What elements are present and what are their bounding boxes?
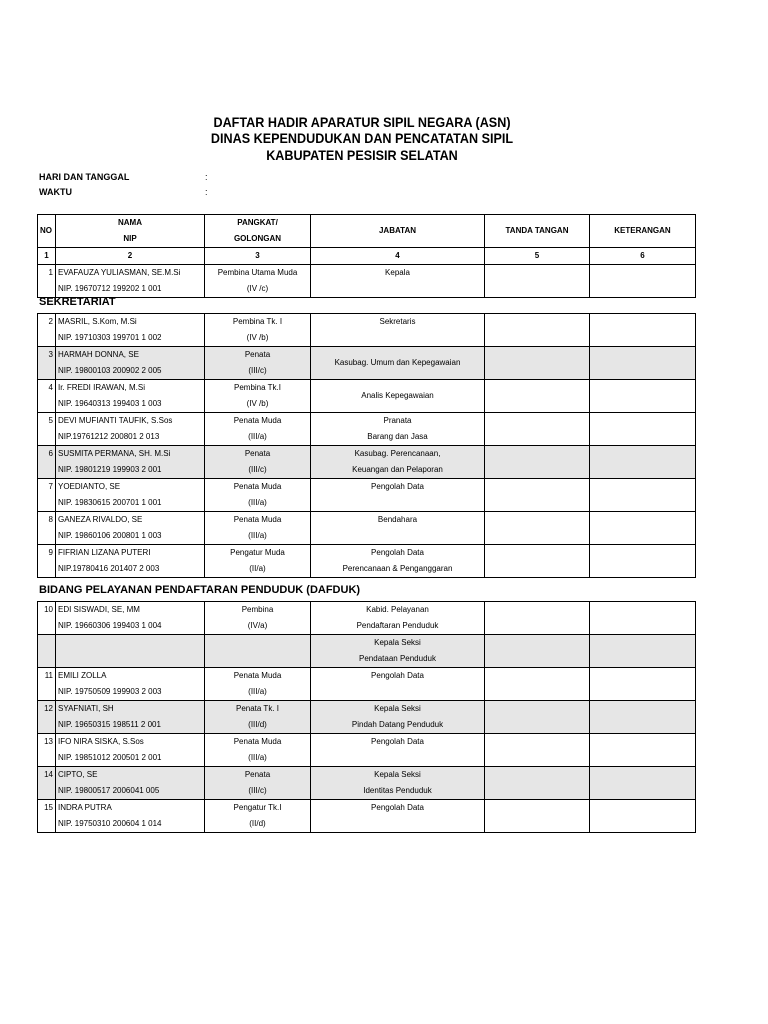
table-row: [38, 413, 696, 430]
table-sekretariat: [37, 313, 696, 578]
row-signature[interactable]: [485, 602, 590, 635]
row-rank: Pengatur Muda: [205, 545, 311, 562]
row-grade: (III/d): [205, 717, 311, 734]
row-no: 6: [38, 446, 56, 463]
row-job-2: Perencanaan & Penganggaran: [311, 561, 485, 578]
col-number: 3: [205, 248, 311, 265]
table-row: [38, 701, 696, 718]
header-nip: NIP: [56, 231, 205, 248]
col-number: 2: [56, 248, 205, 265]
row-note[interactable]: [590, 602, 696, 635]
row-no: 1: [38, 265, 56, 282]
row-no: 4: [38, 380, 56, 397]
row-nip: NIP. 19800517 2006041 005: [56, 783, 205, 800]
row-job: Pengolah Data: [311, 800, 485, 817]
row-no: 8: [38, 512, 56, 529]
row-grade: (III/a): [205, 750, 311, 767]
row-nip: NIP. 19800103 200902 2 005: [56, 363, 205, 380]
row-grade: (III/c): [205, 363, 311, 380]
row-no: 11: [38, 668, 56, 685]
header-no: NO: [38, 215, 56, 248]
section-sekretariat: SEKRETARIAT: [39, 296, 116, 308]
row-signature[interactable]: [485, 479, 590, 512]
row-note[interactable]: [590, 265, 696, 298]
row-no: 7: [38, 479, 56, 496]
row-nip: NIP. 19660306 199403 1 004: [56, 618, 205, 635]
row-note[interactable]: [590, 314, 696, 347]
row-note[interactable]: [590, 380, 696, 413]
table-row: [38, 380, 696, 397]
table-row: [38, 545, 696, 562]
row-job-2: Barang dan Jasa: [311, 429, 485, 446]
row-name: MASRIL, S.Kom, M.Si: [56, 314, 205, 331]
col-number: 4: [311, 248, 485, 265]
row-job: Analis Kepegawaian: [311, 380, 485, 413]
row-nip: NIP. 19670712 199202 1 001: [56, 281, 205, 298]
header-jabatan: JABATAN: [311, 215, 485, 248]
row-rank: Pembina Tk.I: [205, 380, 311, 397]
table-row: [38, 314, 696, 331]
table-dafduk: [37, 601, 696, 833]
row-no: 10: [38, 602, 56, 619]
row-name: HARMAH DONNA, SE: [56, 347, 205, 364]
row-name: SUSMITA PERMANA, SH. M.Si: [56, 446, 205, 463]
row-signature[interactable]: [485, 734, 590, 767]
row-nip: NIP. 19860106 200801 1 003: [56, 528, 205, 545]
row-job: Pengolah Data: [311, 734, 485, 751]
row-name: INDRA PUTRA: [56, 800, 205, 817]
row-nip: NIP. 19801219 199903 2 001: [56, 462, 205, 479]
day-date-field: [39, 172, 208, 182]
row-nip: [56, 651, 205, 668]
row-grade: (II/a): [205, 561, 311, 578]
row-note[interactable]: [590, 479, 696, 512]
title-line-2: DINAS KEPENDUDUKAN DAN PENCATATAN SIPIL: [210, 130, 514, 146]
row-grade: (III/a): [205, 495, 311, 512]
row-job-2: [311, 750, 485, 767]
row-grade: (III/a): [205, 528, 311, 545]
row-no: [38, 635, 56, 652]
row-nip: NIP. 19750509 199903 2 003: [56, 684, 205, 701]
row-rank: Penata: [205, 767, 311, 784]
row-nip: NIP. 19650315 198511 2 001: [56, 717, 205, 734]
row-grade: (III/c): [205, 462, 311, 479]
table-row: [38, 265, 696, 282]
row-note[interactable]: [590, 800, 696, 833]
row-job-2: [311, 816, 485, 833]
row-job: Kepala Seksi: [311, 701, 485, 718]
row-signature[interactable]: [485, 668, 590, 701]
row-nip: NIP. 19750310 200604 1 014: [56, 816, 205, 833]
row-nip: NIP.19761212 200801 2 013: [56, 429, 205, 446]
table-row: [38, 668, 696, 685]
table-row: [38, 446, 696, 463]
row-signature[interactable]: [485, 512, 590, 545]
row-name: DEVI MUFIANTI TAUFIK, S.Sos: [56, 413, 205, 430]
row-grade: (IV /b): [205, 330, 311, 347]
row-job-2: [311, 495, 485, 512]
row-note[interactable]: [590, 767, 696, 800]
row-job: Kasubag. Perencanaan,: [311, 446, 485, 463]
row-job: Sekretaris: [311, 314, 485, 331]
row-rank: Penata: [205, 347, 311, 364]
row-rank: Pembina Tk. I: [205, 314, 311, 331]
row-rank: Penata Muda: [205, 668, 311, 685]
row-job: Bendahara: [311, 512, 485, 529]
row-job-2: [311, 330, 485, 347]
row-signature[interactable]: [485, 380, 590, 413]
row-note[interactable]: [590, 347, 696, 380]
row-job: Kepala Seksi: [311, 767, 485, 784]
attendance-table-head: [37, 214, 696, 298]
row-job-2: Pindah Datang Penduduk: [311, 717, 485, 734]
row-job-2: Identitas Penduduk: [311, 783, 485, 800]
row-signature[interactable]: [485, 314, 590, 347]
row-job: Pranata: [311, 413, 485, 430]
table-row: [38, 347, 696, 364]
row-nip: NIP.19780416 201407 2 003: [56, 561, 205, 578]
row-grade: (III/c): [205, 783, 311, 800]
row-note[interactable]: [590, 668, 696, 701]
row-no: 14: [38, 767, 56, 784]
section-dafduk: BIDANG PELAYANAN PENDAFTARAN PENDUDUK (DAFDUK): [39, 584, 361, 596]
row-rank: Penata Muda: [205, 413, 311, 430]
row-name: GANEZA RIVALDO, SE: [56, 512, 205, 529]
row-signature[interactable]: [485, 635, 590, 668]
row-job: Kepala Seksi: [311, 635, 485, 652]
time-field: [39, 187, 208, 197]
row-job-2: [311, 528, 485, 545]
table-row: [38, 635, 696, 652]
row-grade: (III/a): [205, 684, 311, 701]
row-no: 2: [38, 314, 56, 331]
time-colon: :: [205, 187, 208, 197]
day-date-label: HARI DAN TANGGAL: [39, 172, 130, 182]
row-name: FIFRIAN LIZANA PUTERI: [56, 545, 205, 562]
row-rank: Penata Muda: [205, 512, 311, 529]
col-number: 6: [590, 248, 696, 265]
row-note[interactable]: [590, 545, 696, 578]
row-grade: [205, 651, 311, 668]
header-pangkat: PANGKAT/: [205, 215, 311, 232]
row-name: IFO NIRA SISKA, S.Sos: [56, 734, 205, 751]
row-no: 12: [38, 701, 56, 718]
row-nip: NIP. 19640313 199403 1 003: [56, 396, 205, 413]
row-signature[interactable]: [485, 446, 590, 479]
row-rank: Penata Muda: [205, 734, 311, 751]
row-grade: (IV/a): [205, 618, 311, 635]
row-no: 9: [38, 545, 56, 562]
row-name: CIPTO, SE: [56, 767, 205, 784]
row-rank: Penata Tk. I: [205, 701, 311, 718]
col-number: 5: [485, 248, 590, 265]
row-signature[interactable]: [485, 413, 590, 446]
row-job: Pengolah Data: [311, 668, 485, 685]
col-number: 1: [38, 248, 56, 265]
row-no: 3: [38, 347, 56, 364]
row-name: EVAFAUZA YULIASMAN, SE.M.Si: [56, 265, 205, 282]
row-signature[interactable]: [485, 545, 590, 578]
row-signature[interactable]: [485, 347, 590, 380]
row-job: Pengolah Data: [311, 545, 485, 562]
day-date-colon: :: [205, 172, 208, 182]
row-note[interactable]: [590, 413, 696, 446]
row-note[interactable]: [590, 635, 696, 668]
row-grade: (II/d): [205, 816, 311, 833]
row-job: Kabid. Pelayanan: [311, 602, 485, 619]
row-note[interactable]: [590, 701, 696, 734]
row-name: EDI SISWADI, SE, MM: [56, 602, 205, 619]
row-nip: NIP. 19851012 200501 2 001: [56, 750, 205, 767]
row-no: 5: [38, 413, 56, 430]
title-line-3: KABUPATEN PESISIR SELATAN: [266, 147, 458, 163]
title-line-1: DAFTAR HADIR APARATUR SIPIL NEGARA (ASN): [213, 114, 511, 130]
row-rank: Penata Muda: [205, 479, 311, 496]
table-row: [38, 734, 696, 751]
table-row: [38, 800, 696, 817]
row-job: Kasubag. Umum dan Kepegawaian: [311, 347, 485, 380]
row-job: Kepala: [311, 265, 485, 282]
row-name: YOEDIANTO, SE: [56, 479, 205, 496]
row-job-2: Pendaftaran Penduduk: [311, 618, 485, 635]
header-tanda-tangan: TANDA TANGAN: [485, 215, 590, 248]
row-signature[interactable]: [485, 767, 590, 800]
header-golongan: GOLONGAN: [205, 231, 311, 248]
row-signature[interactable]: [485, 701, 590, 734]
row-rank: Pembina Utama Muda: [205, 265, 311, 282]
row-no: 15: [38, 800, 56, 817]
row-grade: (IV /b): [205, 396, 311, 413]
table-row: [38, 512, 696, 529]
table-row: [38, 602, 696, 619]
row-note[interactable]: [590, 734, 696, 767]
row-job-2: [311, 684, 485, 701]
row-name: SYAFNIATI, SH: [56, 701, 205, 718]
row-job-2: [311, 281, 485, 298]
table-row: [38, 767, 696, 784]
row-grade: (III/a): [205, 429, 311, 446]
row-rank: [205, 635, 311, 652]
row-grade: (IV /c): [205, 281, 311, 298]
row-nip: NIP. 19710303 199701 1 002: [56, 330, 205, 347]
header-keterangan: KETERANGAN: [590, 215, 696, 248]
time-label: WAKTU: [39, 187, 72, 197]
row-note[interactable]: [590, 512, 696, 545]
row-no: 13: [38, 734, 56, 751]
row-job: Pengolah Data: [311, 479, 485, 496]
row-rank: Pembina: [205, 602, 311, 619]
row-job-2: Pendataan Penduduk: [311, 651, 485, 668]
row-job-2: Keuangan dan Pelaporan: [311, 462, 485, 479]
row-signature[interactable]: [485, 265, 590, 298]
row-signature[interactable]: [485, 800, 590, 833]
table-row: [38, 479, 696, 496]
row-name: EMILI ZOLLA: [56, 668, 205, 685]
row-note[interactable]: [590, 446, 696, 479]
row-rank: Penata: [205, 446, 311, 463]
row-name: [56, 635, 205, 652]
header-nama: NAMA: [56, 215, 205, 232]
row-name: Ir. FREDI IRAWAN, M.Si: [56, 380, 205, 397]
row-rank: Pengatur Tk.I: [205, 800, 311, 817]
row-nip: NIP. 19830615 200701 1 001: [56, 495, 205, 512]
